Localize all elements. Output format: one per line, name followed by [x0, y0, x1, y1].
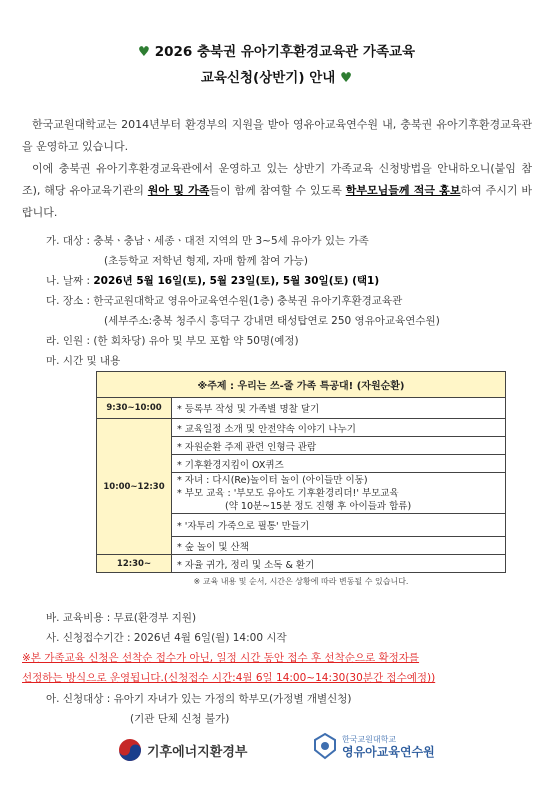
item-target-note: (초등학교 저학년 형제, 자매 함께 참여 가능) — [104, 255, 308, 267]
intro-text: 들이 함께 참여할 수 있도록 — [209, 184, 346, 197]
institute-university: 한국교원대학교 — [342, 735, 397, 744]
schedule-item: * 등록부 작성 및 가족별 명찰 달기 — [172, 398, 506, 419]
schedule-table — [96, 371, 506, 573]
warning-line-1: ※본 가족교육 신청은 선착순 접수가 아닌, 일정 시간 동안 접수 후 선착순으로 확정자를 — [22, 652, 420, 664]
intro-highlight-2: 학부모님들께 적극 홍보 — [345, 184, 461, 197]
time-cell: 10:00~12:30 — [97, 419, 172, 555]
time-cell: 9:30~10:00 — [97, 398, 172, 419]
schedule-item: * 교육일정 소개 및 안전약속 이야기 나누기 — [172, 419, 506, 437]
taegeuk-icon — [118, 738, 142, 762]
schedule-item: * 자원순환 주제 관련 인형극 관람 — [172, 437, 506, 455]
item-place-address: (세부주소:충북 청주시 흥덕구 강내면 태성탑연로 250 영유아교육연수원) — [104, 315, 440, 327]
item-applicant-note: (기관 단체 신청 불가) — [130, 713, 230, 725]
intro-text: 이에 충북권 유아기후환경교육관에서 운영하고 있는 상반기 가족교육 신청방법을 안내하오니(붙임 참조), 해당 유아교육기관의 — [22, 162, 532, 197]
schedule-item: * '자투리 가죽으로 필통' 만들기 — [172, 514, 506, 537]
item-applicant: 아. 신청대상 : 유아기 자녀가 있는 가정의 학부모(가정별 개별신청) — [46, 693, 352, 705]
item-schedule-label: 마. 시간 및 내용 — [46, 355, 121, 367]
item-application-period: 사. 신청접수기간 : 2026년 4월 6일(월) 14:00 시작 — [46, 632, 287, 644]
item-capacity: 라. 인원 : (한 회차당) 유아 및 부모 포함 약 50명(예정) — [46, 335, 299, 347]
intro-highlight-1: 원아 및 가족 — [147, 184, 210, 197]
schedule-line: (약 10분~15분 정도 진행 후 아이들과 합류) — [225, 500, 412, 512]
schedule-item: * 기후환경지킴이 OX퀴즈 — [172, 455, 506, 473]
item-date — [46, 273, 379, 288]
schedule-line: * 부모 교육 : '부모도 유아도 기후환경리더!' 부모교육 — [177, 487, 399, 499]
item-date-value: 2026년 5월 16일(토), 5월 23일(토), 5월 30일(토) (택1) — [93, 275, 380, 287]
title-text-2: 교육신청(상반기) 안내 — [200, 70, 336, 86]
institute-name: 영유아교육연수원 — [342, 745, 435, 759]
title-line-1 — [0, 40, 553, 60]
warning-line-2: 선정하는 방식으로 운영됩니다.(신청접수 시간:4월 6일 14:00~14:30(30분간 접수예정)) — [22, 672, 436, 684]
item-place: 다. 장소 : 한국교원대학교 영유아교육연수원(1층) 충북권 유아기후환경교육관 — [46, 295, 403, 307]
schedule-header: ※주제 : 우리는 쓰-줄 가족 특공대! (자원순환) — [97, 372, 506, 398]
title-text-1: 2026 충북권 유아기후환경교육관 가족교육 — [154, 44, 416, 60]
ministry-logo — [118, 738, 247, 762]
item-cost: 바. 교육비용 : 무료(환경부 지원) — [46, 612, 197, 624]
time-cell: 12:30~ — [97, 555, 172, 573]
heart-icon: ♥ — [137, 44, 151, 60]
schedule-line: * 자녀 : 다시(Re)놀이터 놀이 (아이들만 이동) — [177, 474, 368, 486]
item-date-label: 나. 날짜 : — [46, 275, 94, 287]
heart-icon: ♥ — [340, 70, 353, 86]
schedule-item: * 자율 귀가, 정리 및 소독 & 환기 — [172, 555, 506, 573]
ministry-name: 기후에너지환경부 — [147, 744, 248, 760]
schedule-item: * 숲 놀이 및 산책 — [172, 537, 506, 555]
schedule-note: ※ 교육 내용 및 순서, 시간은 상황에 따라 변동될 수 있습니다. — [193, 577, 409, 586]
item-target: 가. 대상 : 충북ㆍ충남ㆍ세종ㆍ대전 지역의 만 3~5세 유아가 있는 가족 — [46, 235, 369, 247]
title-line-2 — [0, 66, 553, 86]
intro-text: 하여 주시기 바랍니다. — [22, 184, 533, 219]
schedule-item-multi — [172, 473, 506, 514]
institute-logo — [313, 732, 435, 760]
university-emblem-icon — [313, 732, 337, 760]
intro-paragraph-1: 한국교원대학교는 2014년부터 환경부의 지원을 받아 영유아교육연수원 내, 충북권 유아기후환경교육관을 운영하고 있습니다. — [22, 118, 532, 153]
intro-paragraph-2 — [22, 158, 532, 224]
